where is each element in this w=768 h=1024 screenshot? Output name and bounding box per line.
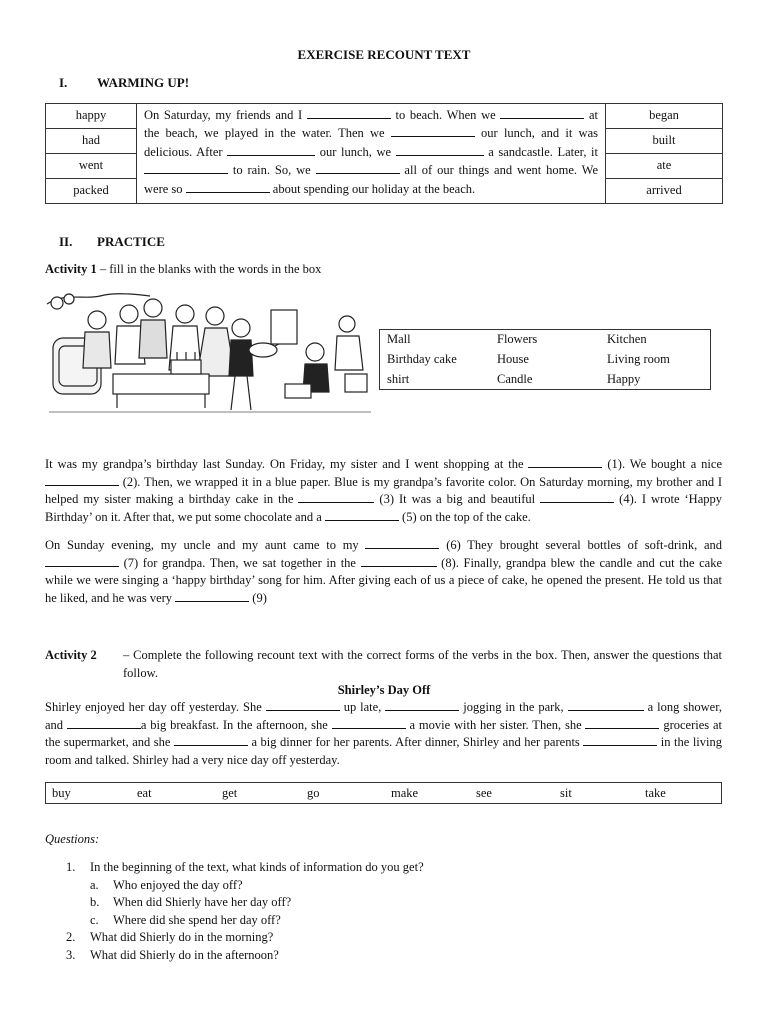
question-text: What did Shierly do in the morning? [90, 930, 274, 945]
story-segment: jogging in the park, [459, 700, 568, 714]
paragraph-segment: (6) They brought several bottles of soft-drink, and [439, 538, 723, 552]
story-segment: groceries at the supermarket, and she [45, 717, 722, 750]
question-text: Who enjoyed the day off? [113, 877, 243, 892]
answer-blank[interactable] [316, 162, 400, 174]
word-box-item: Birthday cake [387, 352, 457, 366]
word-box-item: Candle [497, 372, 533, 386]
story-segment: all of our things and went home. We were so [144, 163, 598, 196]
verb-item: sit [560, 786, 572, 800]
question-number: a. [90, 877, 99, 892]
activity2-heading [45, 647, 722, 682]
birthday-party-illustration [45, 290, 375, 418]
paragraph-segment: On Sunday evening, my uncle and my aunt came to my [45, 538, 366, 552]
question-item [66, 894, 722, 912]
answer-blank[interactable] [227, 144, 315, 156]
questions-list [66, 859, 722, 965]
paragraph-segment: It was my grandpa’s birthday last Sunday. On Friday, my sister and I went shopping at the [45, 457, 529, 471]
answer-blank[interactable] [528, 456, 602, 468]
verb-item: eat [137, 786, 152, 800]
answer-blank[interactable] [540, 491, 614, 503]
answer-blank[interactable] [175, 590, 249, 602]
answer-blank[interactable] [307, 107, 391, 119]
paragraph-segment: (2). Then, we wrapped it in a blue paper. Blue is my grandpa’s favorite color. On Saturday morning, my brother and I helped my sister making a birthday cake in the [45, 474, 722, 507]
answer-blank[interactable] [568, 699, 644, 711]
story-segment: a sandcastle. Later, it [483, 144, 598, 159]
section-label: PRACTICE [97, 234, 165, 249]
story-segment: a movie with her sister. Then, she [405, 717, 586, 732]
word-box-item: House [497, 352, 529, 366]
question-text: What did Shierly do in the afternoon? [90, 947, 279, 962]
right-word-cell: built [606, 129, 723, 154]
answer-blank[interactable] [266, 699, 340, 711]
question-number: 2. [66, 930, 76, 945]
word-box-item: Happy [607, 372, 641, 386]
story-segment: a big breakfast. In the afternoon, she [140, 717, 332, 732]
answer-blank[interactable] [67, 717, 141, 729]
activity1-heading [45, 261, 321, 279]
story-segment: a big dinner for her parents. After dinner, Shirley and her parents [247, 735, 584, 750]
story-segment: On Saturday, my friends and I [144, 108, 307, 122]
left-word-cell: packed [46, 179, 137, 204]
questions-heading: Questions: [45, 832, 100, 846]
left-word-cell: happy [46, 104, 137, 129]
paragraph-segment: (9) [249, 590, 267, 605]
story-segment: in the living room and talked. Shirley had a very nice day off yesterday. [45, 735, 722, 767]
word-box-item: Living room [607, 352, 670, 366]
paragraph-segment: (8). Finally, grandpa blew the candle and cut the cake while we were singing a ‘happy birthday’ song for him. After giving each of us a piece of cake, he opened the present. He told us that he liked, and he was very [45, 555, 722, 605]
section-warming-up-heading [59, 74, 189, 92]
answer-blank[interactable] [298, 491, 374, 503]
section-practice-heading [59, 233, 165, 251]
answer-blank[interactable] [186, 181, 270, 193]
question-item [66, 912, 722, 930]
word-box-item: Kitchen [607, 332, 647, 346]
paragraph-segment: (3) It was a big and beautiful [374, 492, 541, 507]
section-label: WARMING UP! [97, 75, 190, 90]
answer-blank[interactable] [396, 144, 484, 156]
answer-blank[interactable] [365, 537, 439, 549]
story-segment: to rain. So, we [228, 163, 316, 178]
question-number: c. [90, 912, 99, 927]
answer-blank[interactable] [500, 107, 584, 119]
section-number: II. [59, 234, 73, 249]
story-segment: about spending our holiday at the beach. [269, 181, 476, 196]
activity-label: Activity 2 [45, 648, 97, 662]
activity-instruction: – Complete the following recount text with the correct forms of the verbs in the box. Then, answer the questions that follow. [123, 648, 722, 680]
activity-instruction: – fill in the blanks with the words in the box [96, 262, 322, 276]
answer-blank[interactable] [385, 699, 459, 711]
question-number: 3. [66, 947, 76, 962]
question-item [66, 929, 722, 947]
answer-blank[interactable] [174, 734, 248, 746]
page-title: EXERCISE RECOUNT TEXT [297, 47, 471, 62]
verb-item: get [222, 786, 238, 800]
question-number: 1. [66, 860, 76, 874]
story-segment: Shirley enjoyed her day off yesterday. She [45, 700, 266, 714]
question-number: b. [90, 895, 100, 910]
story-segment: our lunch, we [315, 144, 396, 159]
activity1-word-box [379, 329, 711, 390]
answer-blank[interactable] [391, 125, 475, 137]
question-item [66, 877, 722, 895]
left-word-cell: went [46, 154, 137, 179]
word-box-item: Mall [387, 332, 411, 346]
section-number: I. [59, 75, 68, 90]
paragraph-segment: (7) for grandpa. Then, we sat together in the [119, 555, 361, 570]
warming-up-story [137, 104, 606, 204]
word-box-item: shirt [387, 372, 410, 386]
right-word-cell: arrived [606, 179, 723, 204]
answer-blank[interactable] [585, 717, 659, 729]
right-word-cell: ate [606, 154, 723, 179]
question-text: When did Shierly have her day off? [113, 895, 292, 910]
answer-blank[interactable] [144, 162, 228, 174]
activity1-paragraph-2 [45, 537, 722, 607]
story-segment: to beach. When we [390, 108, 501, 122]
paragraph-segment: (5) on the top of the cake. [398, 509, 531, 524]
answer-blank[interactable] [45, 555, 119, 567]
question-text: In the beginning of the text, what kinds of information do you get? [90, 860, 424, 874]
left-word-cell: had [46, 129, 137, 154]
story-segment: our lunch, and it was delicious. After [144, 126, 598, 159]
story-segment: a long shower, and [45, 700, 723, 732]
question-item [66, 947, 722, 965]
answer-blank[interactable] [45, 474, 119, 486]
verb-item: buy [52, 786, 71, 800]
paragraph-segment: (1). We bought a nice [602, 457, 722, 471]
question-item [66, 859, 722, 877]
warming-up-table [45, 103, 723, 204]
right-word-cell: began [606, 104, 723, 129]
activity2-story [45, 699, 722, 769]
activity-label: Activity 1 [45, 262, 97, 276]
verb-item: go [307, 786, 320, 800]
story-segment: up late, [339, 700, 386, 714]
story-segment: at the beach, we played in the water. Then we [144, 108, 598, 141]
story-title: Shirley’s Day Off [337, 683, 431, 697]
answer-blank[interactable] [361, 555, 437, 567]
answer-blank[interactable] [583, 734, 657, 746]
answer-blank[interactable] [325, 509, 399, 521]
verb-item: take [645, 786, 666, 800]
verb-box [45, 782, 722, 804]
verb-item: make [391, 786, 419, 800]
answer-blank[interactable] [332, 717, 406, 729]
word-box-item: Flowers [497, 332, 538, 346]
verb-item: see [476, 786, 492, 800]
question-text: Where did she spend her day off? [113, 912, 281, 927]
activity1-paragraph-1 [45, 456, 722, 526]
paragraph-segment: (4). I wrote ‘Happy Birthday’ on it. After that, we put some chocolate and a [45, 492, 723, 524]
